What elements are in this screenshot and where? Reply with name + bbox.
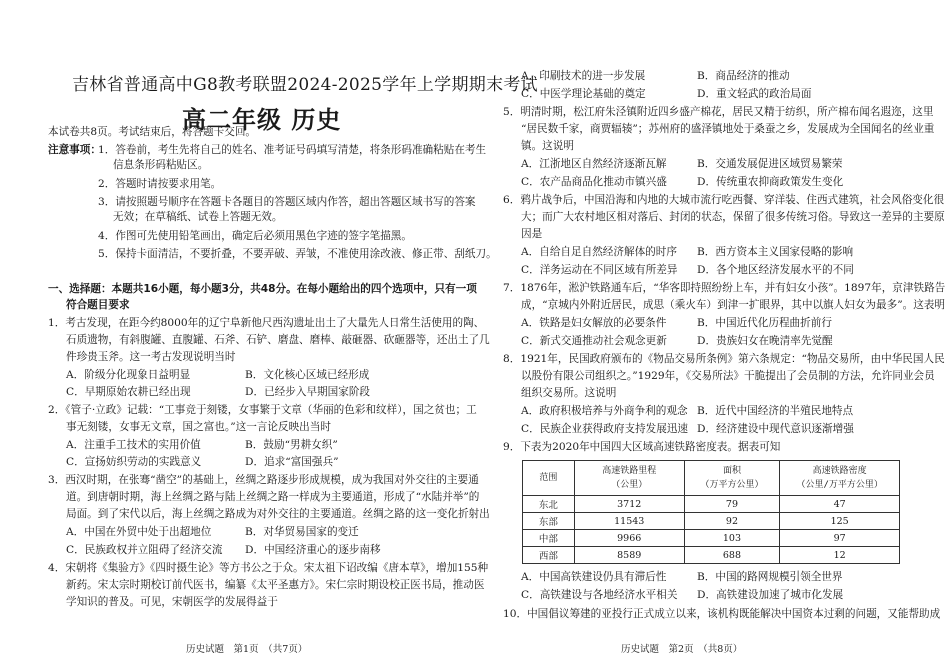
option-d: D．重文轻武的政治局面 — [697, 88, 812, 100]
option-c: C．中医学理论基础的奠定 — [521, 88, 646, 100]
page-right — [475, 0, 950, 671]
table-header-row — [523, 461, 900, 496]
question-stem: 1．考古发现，在距今约8000年的辽宁阜新他尺西沟遗址出土了大量先人日常生活使用的陶、 — [48, 317, 485, 329]
question-stem: 以股份有限公司组织之。”1929年，《交易所法》干脆提出了会员制的方法，允许同业会员 — [521, 370, 935, 382]
table-row — [523, 513, 900, 530]
option-b: B．西方资本主义国家侵略的影响 — [697, 246, 854, 258]
question-stem: 6．鸦片战争后，中国沿海和内地的大城市流行吃西餐、穿洋装、住西式建筑，社会风俗变化很 — [503, 194, 945, 206]
option-d: D．追求“富国强兵” — [245, 456, 339, 468]
table-cell: 11543 — [574, 513, 684, 530]
option-c: C．民族政权并立阻碍了经济交流 — [66, 544, 223, 556]
table-cell: 中部 — [523, 530, 575, 547]
option-c: C．宣扬妨织劳动的实践意义 — [66, 456, 202, 468]
option-b: B．近代中国经济的半殖民地特点 — [697, 405, 854, 417]
question-stem: 新药。宋太宗时期校订前代医书，编纂《太平圣惠方》。宋仁宗时期设校正医书局，推动医 — [66, 579, 485, 591]
option-a: A．中国高铁建设仍具有滞后性 — [521, 571, 667, 583]
section-heading-cont: 符合题目要求 — [66, 299, 130, 311]
table-cell: 东北 — [523, 496, 575, 513]
option-a: A．中国在外贸中处于出超地位 — [66, 526, 212, 538]
table-cell: 79 — [684, 496, 780, 513]
option-c: C．早期原始农耕已经出现 — [66, 386, 191, 398]
option-a: A．政府积极培养与外商争利的观念 — [521, 405, 688, 417]
exam-title: 吉林省普通高中G8教考联盟2024-2025学年上学期期末考试 — [72, 75, 538, 95]
option-d: D．已经步入早期国家阶段 — [245, 386, 371, 398]
intro-text: 本试卷共8页。考试结束后，将答题卡交回。 — [48, 126, 257, 138]
question-stem: 因是 — [521, 228, 543, 240]
question-stem: 2．《管子·立政》记载：“工事竞于刻镂，女事繁于文章（华丽的色彩和纹样），国之贫也；工 — [48, 404, 477, 416]
table-cell: 97 — [780, 530, 900, 547]
table-cell: 西部 — [523, 547, 575, 564]
question-stem: 事无刻镂，女事无文章，国之富也。”这一言论反映出当时 — [66, 421, 331, 433]
option-d: D．中国经济重心的逐步南移 — [245, 544, 381, 556]
question-stem: 3．西汉时期，在张骞“凿空”的基础上，丝绸之路逐步形成规模，成为我国对外交往的主要通 — [48, 474, 479, 486]
option-b: B．交通发展促进区域贸易繁荣 — [697, 158, 843, 170]
question-stem: 大；而广大农村地区相对落后、封闭的状态，保留了很多传统习俗。导致这一差异的主要原 — [521, 211, 945, 223]
option-d: D．传统重农抑商政策发生变化 — [697, 176, 844, 188]
note-line: 无效；在草稿纸、试卷上答题无效。 — [113, 211, 283, 223]
option-b: B．中国的路网规模引领全世界 — [697, 571, 843, 583]
option-d: D．贵族妇女在晚清率先觉醒 — [697, 335, 833, 347]
question-stem: 道。到唐朝时期，海上丝绸之路与陆上丝绸之路一样成为主要通道，形成了“水陆并举”的 — [66, 491, 480, 503]
question-stem: 镇。这说明 — [521, 140, 574, 152]
exam-subtitle: 高二年级 历史 — [182, 106, 342, 134]
question-stem: 成，“京城内外附近居民，成思（乘火车）到津一扩眼界，其中以旗人妇女为最多”。这表明 — [521, 299, 945, 311]
option-d: D．高铁建设加速了城市化发展 — [697, 589, 844, 601]
table-cell: 103 — [684, 530, 780, 547]
table-row — [523, 530, 900, 547]
option-a: A．阶级分化现象日益明显 — [66, 369, 191, 381]
page-footer: 历史试题 第2页 （共8页） — [621, 644, 743, 655]
option-a: A．印刷技术的进一步发展 — [521, 70, 646, 82]
hsr-density-table — [522, 460, 900, 564]
question-stem: 8．1921年，民国政府颁布的《物品交易所条例》第六条规定：“物品交易所，由中华民国人民 — [503, 353, 945, 365]
question-stem: 件珍贵玉斧。这一考古发现说明当时 — [66, 351, 236, 363]
option-c: C．新式交通推动社会观念更新 — [521, 335, 667, 347]
question-stem: 7．1876年，淞沪铁路通车后，“华客即持照纷纷上车，并有妇女小孩”。1897年，京津铁路告 — [503, 282, 946, 294]
question-stem: 5．明清时期，松江府朱泾镇附近四乡盛产棉花，居民又精于纺织，所产棉布闻名遐迩，这里 — [503, 106, 934, 118]
option-a: A．江浙地区自然经济逐渐瓦解 — [521, 158, 667, 170]
table-row — [523, 496, 900, 513]
question-stem: 石质遗物，有斜腹罐、直腹罐、石斧、石铲、磨盘、磨棒、敲砸器、砍砸器等，还出土了几 — [66, 334, 490, 346]
question-stem: 学知识的普及。可见，宋朝医学的发展得益于 — [66, 596, 278, 608]
question-stem: 组织交易所。这说明 — [521, 387, 617, 399]
option-b: B．鼓励“男耕女织” — [245, 439, 338, 451]
question-stem: 4．宋朝将《集验方》《四时摄生论》等方书公之于众。宋太祖下诏改编《唐本草》，增加155种 — [48, 562, 489, 574]
table-cell: 92 — [684, 513, 780, 530]
option-c: C．民族企业获得政府支持发展迅速 — [521, 423, 689, 435]
table-header-cell: 高速铁路里程 （公里） — [574, 461, 684, 496]
option-a: A．注重手工技术的实用价值 — [66, 439, 201, 451]
table-cell: 8589 — [574, 547, 684, 564]
option-a: A．铁路是妇女解放的必要条件 — [521, 317, 667, 329]
note-line: 3．请按照题号顺序在答题卡各题目的答题区域内作答，超出答题区域书写的答案 — [98, 196, 476, 208]
table-cell: 东部 — [523, 513, 575, 530]
option-b: B．文化核心区域已经形成 — [245, 369, 370, 381]
option-c: C．高铁建设与各地经济水平相关 — [521, 589, 678, 601]
option-b: B．对华贸易国家的变迁 — [245, 526, 359, 538]
table-header-cell: 高速铁路密度 （公里/万平方公里） — [780, 461, 900, 496]
option-c: C．农产品商品化推动市镇兴盛 — [521, 176, 667, 188]
page-footer: 历史试题 第1页 （共7页） — [186, 644, 308, 655]
table-cell: 125 — [780, 513, 900, 530]
note-line: 1．答卷前，考生先将自己的姓名、准考证号码填写清楚，将条形码准确粘贴在考生 — [98, 144, 487, 156]
note-line: 5．保持卡面清洁，不要折叠，不要弄破、弄皱，不准使用涂改液、修正带、刮纸刀。 — [98, 248, 497, 260]
option-b: B．商品经济的推动 — [697, 70, 790, 82]
notes-label: 注意事项： — [48, 144, 101, 156]
option-d: D．经济建设中现代意识逐渐增强 — [697, 423, 854, 435]
table-cell: 688 — [684, 547, 780, 564]
table-header-cell: 面积 （万平方公里） — [684, 461, 780, 496]
table-cell: 9966 — [574, 530, 684, 547]
question-stem: 局面。到了宋代以后，海上丝绸之路成为对外交往的主要通道。丝绸之路的这一变化折射出 — [66, 508, 490, 520]
table-cell: 3712 — [574, 496, 684, 513]
option-c: C．洋务运动在不同区域有所差异 — [521, 264, 678, 276]
table-row — [523, 547, 900, 564]
table-cell: 47 — [780, 496, 900, 513]
note-line: 4．作图可先使用铅笔画出，确定后必须用黑色字迹的签字笔描黑。 — [98, 230, 412, 242]
question-stem: 9．下表为2020年中国四大区域高速铁路密度表。据表可知 — [503, 441, 781, 453]
note-line: 信息条形码粘贴区。 — [113, 159, 209, 171]
note-line: 2．答题时请按要求用笔。 — [98, 178, 222, 190]
table-header-cell: 范围 — [523, 461, 575, 496]
option-a: A．自给自足自然经济解体的时序 — [521, 246, 677, 258]
table-cell: 12 — [780, 547, 900, 564]
option-b: B．中国近代化历程曲折前行 — [697, 317, 832, 329]
question-stem: 10．中国倡议筹建的亚投行正式成立以来，该机构既能解决中国资本过剩的问题，又能帮助成 — [503, 608, 941, 620]
option-d: D．各个地区经济发展水平的不同 — [697, 264, 854, 276]
question-stem: “居民数千家，商贾辐辏”；苏州府的盛泽镇地处于桑蚕之乡，发展成为全国闻名的丝业重 — [521, 123, 935, 135]
section-heading: 一、选择题：本题共16小题，每小题3分，共48分。在每小题给出的四个选项中，只有一项 — [48, 283, 477, 295]
